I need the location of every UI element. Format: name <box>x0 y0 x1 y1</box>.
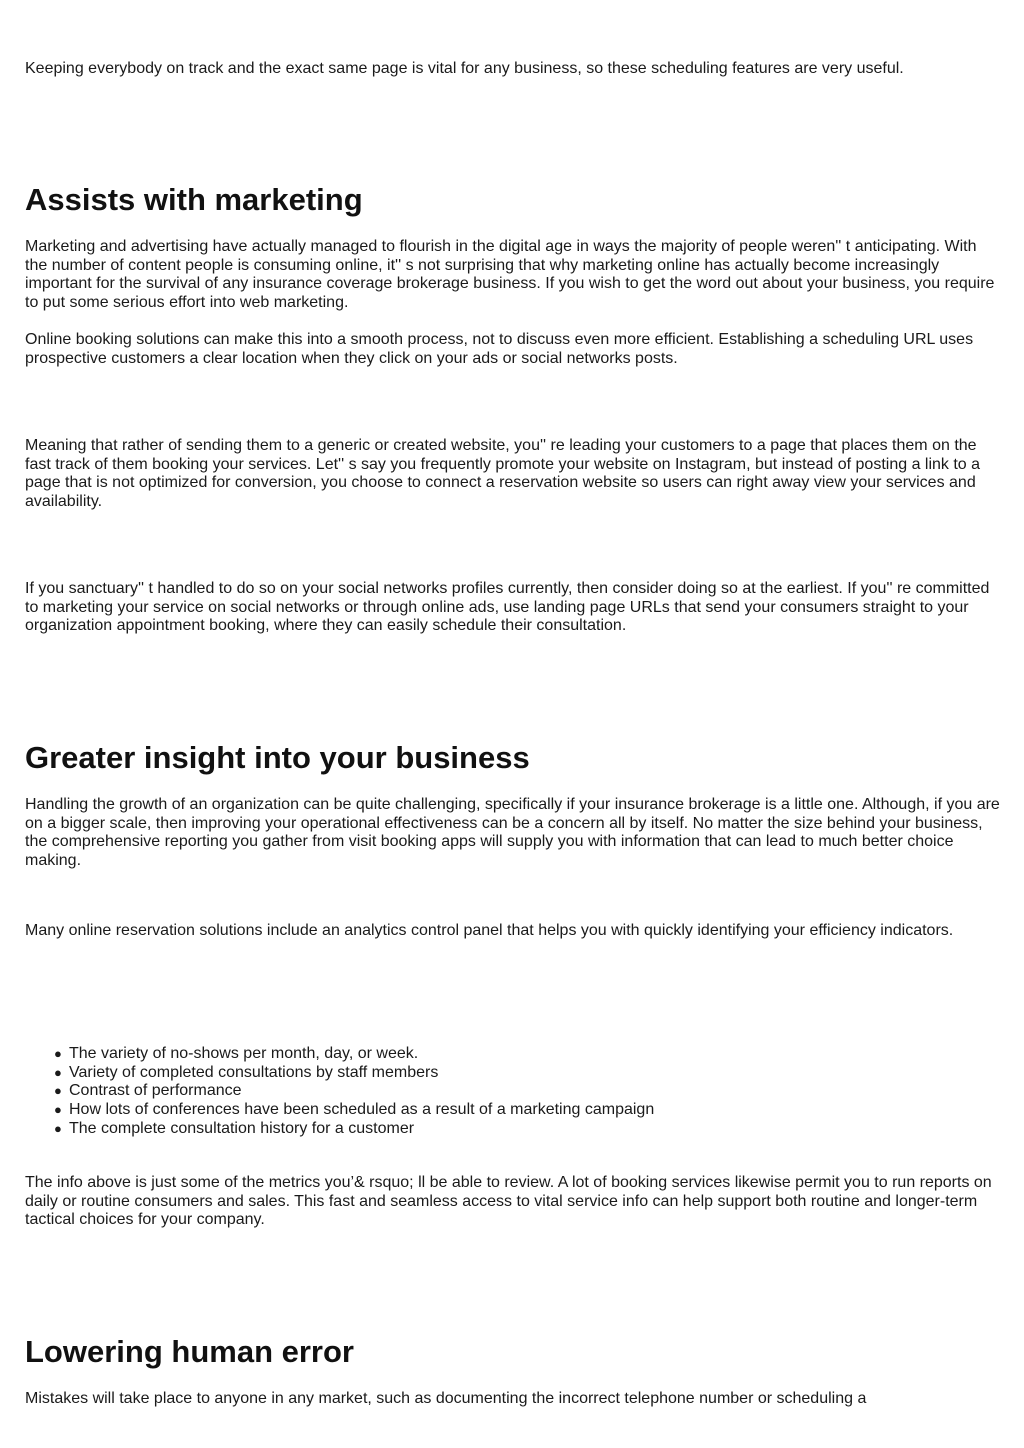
list-item: ● How lots of conferences have been scheduled as a result of a marketing campaign <box>54 1101 655 1119</box>
list-item: ● The complete consultation history for a customer <box>54 1119 415 1137</box>
marketing-paragraph-2: Online booking solutions can make this into a smooth process, not to discuss even more efficient. Establishing a scheduling URL uses prospective customers a clear location when they click on your ads or social networks posts. <box>25 331 974 367</box>
heading-greater-insight: Greater insight into your business <box>25 740 530 775</box>
marketing-paragraph-3: Meaning that rather of sending them to a generic or created website, you'' re leading your customers to a page that places them on the fast track of them booking your services. Let'' s say you frequently promote your website on Instagram, but instead of posting a link to a page that is not optimized for conversion, you choose to connect a reservation website so users can right away view your services and availability. <box>25 437 981 511</box>
heading-assists-with-marketing: Assists with marketing <box>25 182 363 217</box>
insight-paragraph-3: The info above is just some of the metrics you’& rsquo; ll be able to review. A lot of booking services likewise permit you to run reports on daily or routine consumers and sales. This fast and seamless access to vital service info can help support both routine and longer-term tactical choices for your company. <box>25 1174 992 1229</box>
metrics-list <box>25 1045 1001 1139</box>
heading-lowering-human-error: Lowering human error <box>25 1334 354 1369</box>
intro-paragraph: Keeping everybody on track and the exact same page is vital for any business, so these scheduling features are very useful. <box>25 60 904 77</box>
bullet-icon: ● <box>54 1046 62 1061</box>
insight-paragraph-2: Many online reservation solutions include an analytics control panel that helps you with quickly identifying your efficiency indicators. <box>25 922 954 939</box>
bullet-icon: ● <box>54 1083 62 1099</box>
bullet-icon: ● <box>54 1120 62 1136</box>
bullet-icon: ● <box>54 1064 62 1080</box>
list-item: ● Variety of completed consultations by staff members <box>54 1063 439 1081</box>
marketing-paragraph-4: If you sanctuary'' t handled to do so on your social networks profiles currently, then consider doing so at the earliest. If you'' re committed to marketing your service on social networks or through online ads, use landing page URLs that send your consumers straight to your organization appointment booking, where they can easily schedule their consultation. <box>25 580 990 635</box>
error-paragraph-1: Mistakes will take place to anyone in any market, such as documenting the incorrect telephone number or scheduling a <box>25 1390 867 1407</box>
list-item: ● The variety of no-shows per month, day, or week. <box>54 1045 419 1062</box>
marketing-paragraph-1: Marketing and advertising have actually managed to flourish in the digital age in ways the majority of people weren'' t anticipating. With the number of content people is consuming online, it'' s not surprising that why marketing online has actually become increasingly important for the survival of any insurance coverage brokerage business. If you wish to get the word out about your business, you require to put some serious effort into web marketing. <box>25 238 995 312</box>
insight-paragraph-1: Handling the growth of an organization can be quite challenging, specifically if your insurance brokerage is a little one. Although, if you are on a bigger scale, then improving your operational effectiveness can be a concern all by itself. No matter the size behind your business, the comprehensive reporting you gather from visit booking apps will supply you with information that can lead to much better choice making. <box>25 796 1000 870</box>
bullet-icon: ● <box>54 1102 62 1118</box>
list-item: ● Contrast of performance <box>54 1082 242 1100</box>
